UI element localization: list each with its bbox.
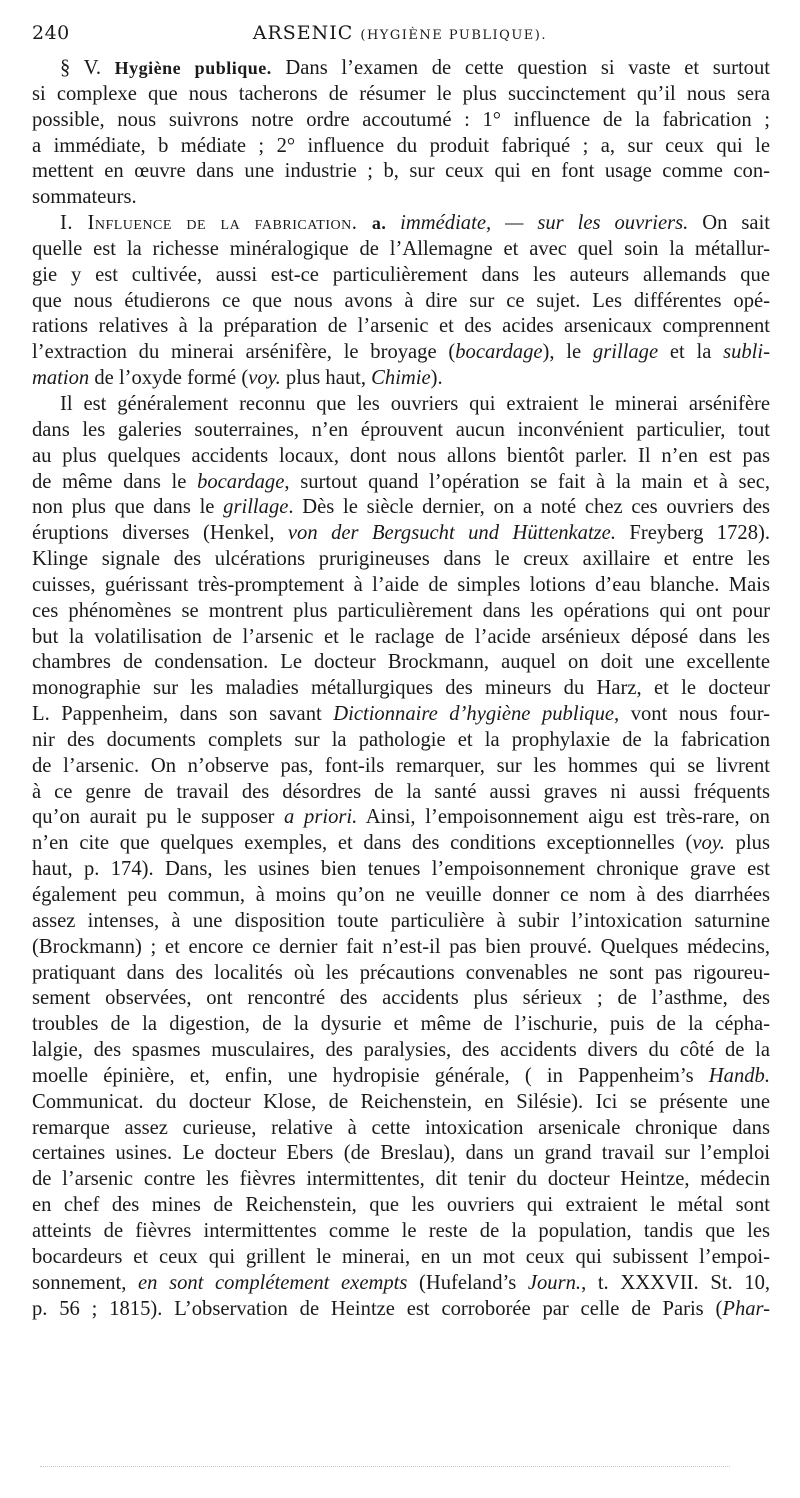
- subsection-title: immédiate, — sur les ouvriers.: [400, 212, 689, 235]
- text-line: atteints de fièvres intermittentes comme le reste de la population, tandis que les: [32, 1219, 770, 1242]
- italic-text: grillage: [592, 341, 659, 364]
- italic-text: Handb.: [708, 1064, 770, 1087]
- running-title-sub: (HYGIÈNE PUBLIQUE).: [360, 28, 547, 43]
- italic-text: Dictionnaire d’hygiène publique: [333, 703, 615, 726]
- text-line: de l’arsenic contre les fièvres intermittentes, dit tenir du docteur Heintze, médecin: [32, 1168, 770, 1191]
- text-line: (Brockmann) ; et encore ce dernier fait n’est-il pas bien prouvé. Quelques médecins,: [32, 935, 770, 958]
- text-line: qu’on aurait pu le supposer a priori. Ainsi, l’empoisonnement aigu est très-rare, on: [32, 806, 770, 829]
- text-line: sonnement, en sont complétement exempts (Hufeland’s Journ., t. XXXVII. St. 10,: [32, 1271, 771, 1294]
- italic-text: Chimie: [371, 367, 431, 390]
- text-line: Communicat. du docteur Klose, de Reichenstein, en Silésie). Ici se présente une: [32, 1090, 770, 1113]
- text-line: non plus que dans le grillage. Dès le siècle dernier, on a noté chez ces ouvriers des: [32, 496, 770, 519]
- footer-rule: [40, 1466, 730, 1468]
- text-line: également peu commun, à moins qu’on ne veuille donner ce nom à des diarrhées: [32, 884, 770, 906]
- text-line: l’extraction du minerai arsénifère, le broyage (bocardage), le grillage et la subli-: [32, 341, 770, 364]
- italic-text: subli-: [723, 341, 770, 364]
- text-line: troubles de la digestion, de la dysurie et même de l’ischurie, puis de la cépha-: [32, 1013, 770, 1036]
- text-line: Il est généralement reconnu que les ouvriers qui extraient le minerai arsénifère: [60, 392, 770, 415]
- italic-text: bocardage: [197, 470, 285, 493]
- text-line: de même dans le bocardage, surtout quand l’opération se fait à la main et à sec,: [32, 470, 771, 493]
- text-line: a immédiate, b médiate ; 2° influence du produit fabriqué ; a, sur ceux qui le: [32, 134, 770, 157]
- text-line: bocardeurs et ceux qui grillent le minerai, en un mot ceux qui subissent l’empoi-: [32, 1245, 770, 1268]
- text-line: p. 56 ; 1815). L’observation de Heintze est corroborée par celle de Paris (Phar-: [32, 1297, 770, 1320]
- section-mark: § V.: [60, 57, 115, 79]
- text-line: en chef des mines de Reichenstein, que les ouvriers qui extraient le métal sont: [32, 1194, 770, 1217]
- text-line: mettent en œuvre dans une industrie ; b, sur ceux qui en font usage comme con-: [32, 160, 770, 183]
- running-title-main: ARSENIC: [252, 22, 354, 44]
- italic-text: grillage: [223, 496, 289, 519]
- text-line: cuisses, guérissant très-promptement à l’aide de simples lotions d’eau blanche. Mais: [32, 573, 770, 596]
- italic-text: voy.: [248, 367, 281, 390]
- text-line: assez intenses, à une disposition toute particulière à subir l’intoxication saturnine: [32, 909, 770, 932]
- text-line: mation de l’oxyde formé (voy. plus haut, Chimie).: [32, 367, 443, 390]
- text-line: chambres de condensation. Le docteur Brockmann, auquel on doit une excellente: [32, 651, 770, 674]
- text-line: possible, nous suivrons notre ordre accoutumé : 1° influence de la fabrication ;: [32, 108, 770, 131]
- text-line: si complexe que nous tacherons de résumer le plus succinctement qu’il nous sera: [32, 82, 770, 105]
- italic-text: von der Bergsucht und Hüttenkatze.: [287, 522, 616, 545]
- text-line: n’en cite que quelques exemples, et dans des conditions exceptionnelles (voy. plus: [32, 832, 770, 855]
- body-text: [32, 56, 770, 1322]
- text-line: au plus quelques accidents locaux, dont nous allons bientôt parler. Il n’en est pas: [32, 444, 770, 467]
- text-line: haut, p. 174). Dans, les usines bien tenues l’empoisonnement chronique grave est: [32, 858, 770, 881]
- text-line: de l’arsenic. On n’observe pas, font-ils remarquer, sur les hommes qui se livrent: [32, 754, 770, 777]
- text-line: quelle est la richesse minéralogique de l’Allemagne et avec quel soin la métallur-: [32, 237, 770, 260]
- text-line: monographie sur les maladies métallurgiques des mineurs du Harz, et le docteur: [32, 677, 770, 700]
- text-line: § V. Hygiène publique. Dans l’examen de cette question si vaste et surtout: [60, 57, 770, 79]
- text-line: gie y est cultivée, aussi est-ce particulièrement dans les auteurs allemands que: [32, 263, 770, 286]
- text-line: à ce genre de travail des désordres de la santé aussi graves ni aussi fréquents: [32, 780, 770, 803]
- text-line: ces phénomènes se montrent plus particulièrement dans les opérations qui ont pour: [32, 599, 770, 622]
- text-line: certaines usines. Le docteur Ebers (de Breslau), dans un grand travail sur l’emploi: [32, 1142, 770, 1165]
- text-line: nir des documents complets sur la pathologie et la prophylaxie de la fabrication: [32, 728, 770, 751]
- italic-text: a priori.: [284, 806, 358, 829]
- section-heading: Hygiène publique.: [114, 58, 272, 78]
- italic-text: Journ.: [527, 1271, 582, 1294]
- text-line: moelle épinière, et, enfin, une hydropisie générale, ( in Pappenheim’s Handb.: [32, 1064, 770, 1087]
- italic-text: en sont complétement exempts: [138, 1271, 408, 1294]
- subsection-letter: a.: [371, 213, 401, 234]
- italic-text: mation: [32, 367, 90, 390]
- text-line: rations relatives à la préparation de l’arsenic et des acides arsenicaux comprennent: [32, 315, 770, 338]
- italic-text: bocardage: [455, 341, 543, 364]
- subsection-heading: I. Influence de la fabrication.: [60, 212, 372, 235]
- text-line: but la volatilisation de l’arsenic et le raclage de l’acide arsénieux déposé dans les: [32, 625, 770, 648]
- page-number: 240: [32, 22, 70, 44]
- text-line: dans les galeries souterraines, n’en éprouvent aucun inconvénient particulier, tout: [32, 418, 770, 441]
- text-line: sement observées, ont rencontré des accidents plus sérieux ; de l’asthme, des: [32, 987, 770, 1010]
- text-line: Klinge signale des ulcérations prurigineuses dans le creux axillaire et entre les: [32, 548, 770, 571]
- text-line: que nous étudierons ce que nous avons à dire sur ce sujet. Les différentes opé-: [32, 289, 770, 312]
- text-line: L. Pappenheim, dans son savant Dictionnaire d’hygiène publique, vont nous four-: [32, 703, 771, 726]
- text-line: I. Influence de la fabrication. a. immédiate, — sur les ouvriers. On sait: [60, 212, 771, 235]
- text-line: éruptions diverses (Henkel, von der Bergsucht und Hüttenkatze. Freyberg 1728).: [32, 522, 770, 545]
- text-line: pratiquant dans des localités où les précautions convenables ne sont pas rigoureu-: [32, 961, 770, 984]
- page-header: [32, 22, 770, 56]
- text-line: lalgie, des spasmes musculaires, des paralysies, des accidents divers du côté de la: [32, 1039, 770, 1062]
- document-page: [32, 22, 770, 1322]
- text-line: remarque assez curieuse, relative à cette intoxication arsenicale chronique dans: [32, 1116, 770, 1139]
- running-title: [70, 22, 730, 44]
- text-line: sommateurs.: [32, 186, 137, 209]
- italic-text: voy.: [692, 832, 725, 855]
- italic-text: Phar-: [722, 1297, 770, 1320]
